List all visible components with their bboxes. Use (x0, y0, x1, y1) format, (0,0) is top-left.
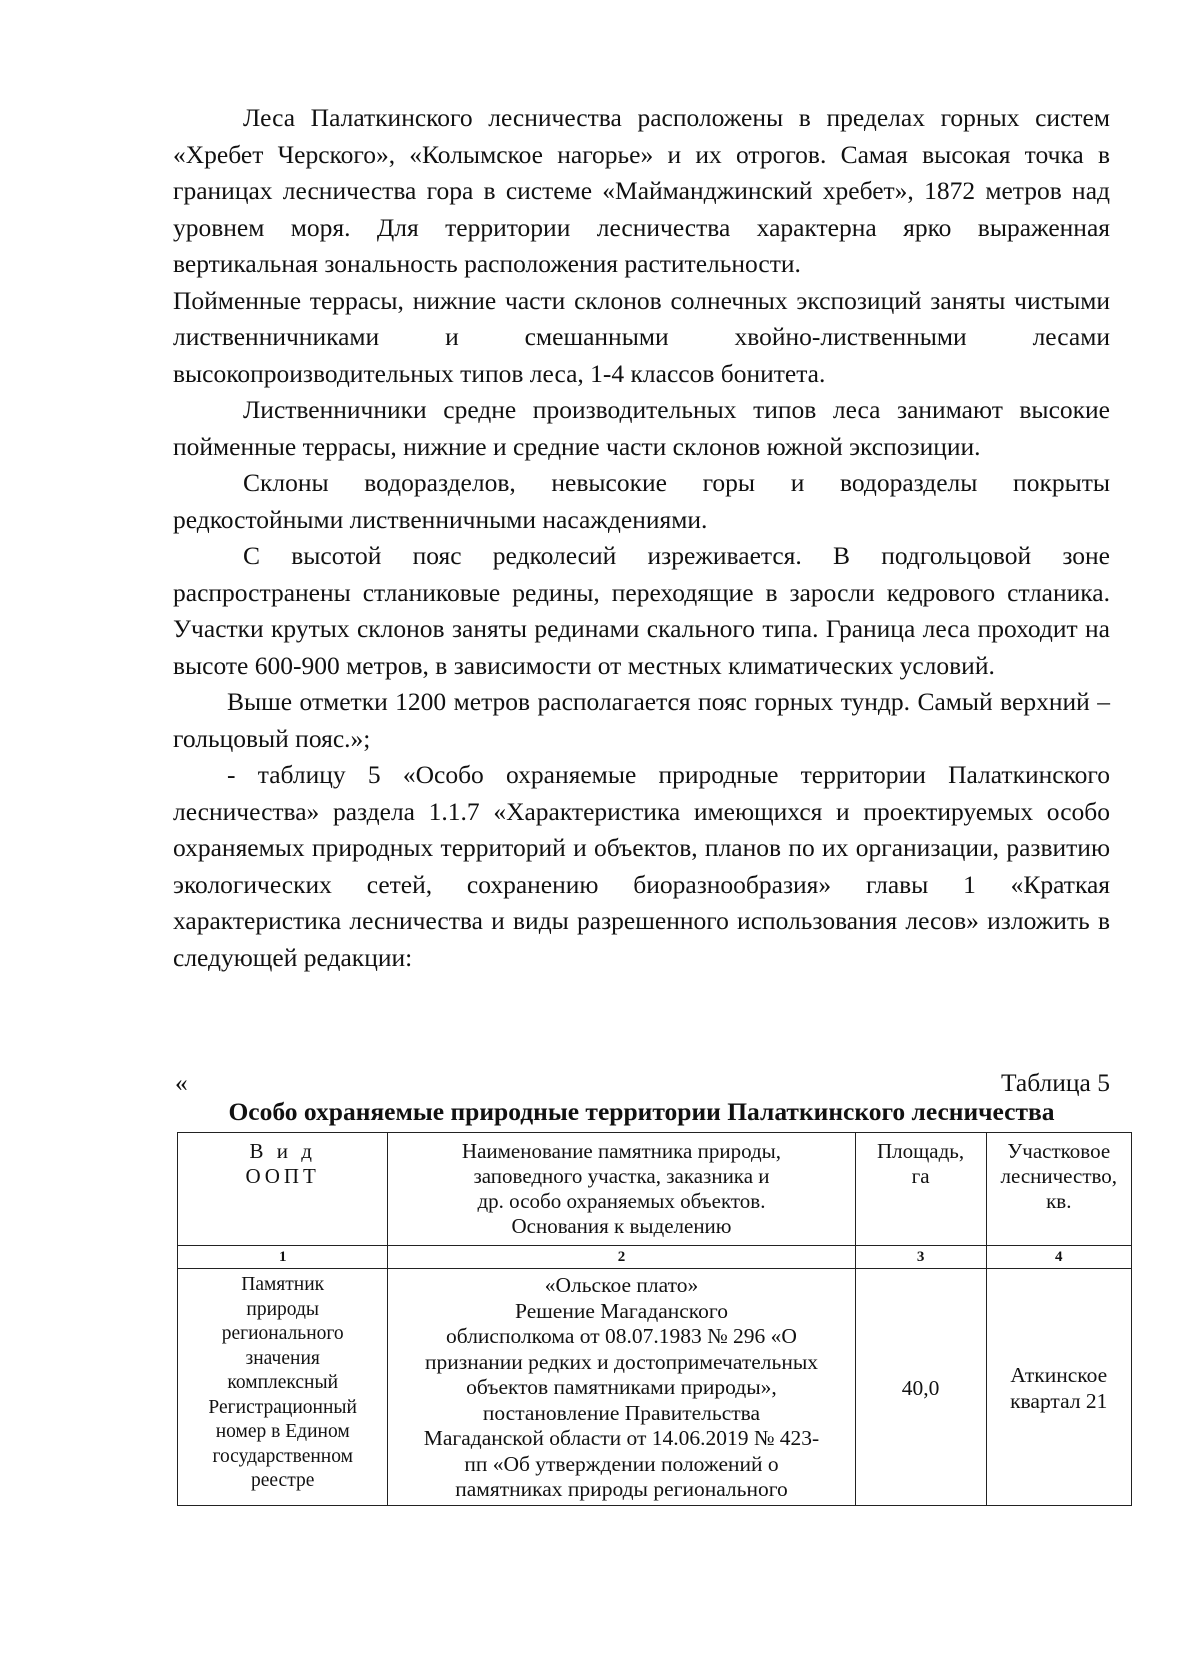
paragraph-7: - таблицу 5 «Особо охраняемые природные территории Палаткинского лесничества» раздела 1.1.7 «Характеристика имеющихся и проектируемых особо охраняемых природных территорий и объектов, планов по их организации, развитию экологических сетей, сохранению биоразнообразия» главы 1 «Краткая характеристика лесничества и виды разрешенного использования лесов» изложить в следующей редакции: (173, 760, 1110, 972)
paragraph-2: Пойменные террасы, нижние части склонов солнечных экспозиций заняты чистыми лиственничниками и смешанными хвойно-лиственными лесами высокопроизводительных типов леса, 1-4 классов бонитета. (173, 285, 1110, 388)
header-district: Участковое лесничество, кв. (986, 1133, 1131, 1246)
table-row (178, 1269, 1132, 1506)
column-number-1: 1 (178, 1246, 388, 1269)
column-number-2: 2 (388, 1246, 855, 1269)
ootp-table (177, 1132, 1132, 1506)
column-number-4: 4 (986, 1246, 1131, 1269)
paragraph-3: Лиственничники средне производительных типов леса занимают высокие пойменные террасы, нижние и средние части склонов южной экспозиции. (173, 395, 1110, 461)
paragraph-1: Леса Палаткинского лесничества расположены в пределах горных систем «Хребет Черского», «Колымское нагорье» и их отрогов. Самая высокая точка в границах лесничества гора в системе «Майманджинский хребет», 1872 метров над уровнем моря. Для территории лесничества характерна ярко выраженная вертикальная зональность расположения растительности. (173, 103, 1110, 278)
table-title: Особо охраняемые природные территории Палаткинского лесничества (228, 1097, 1055, 1126)
cell-type: Памятник природы регионального значения комплексный Регистрационный номер в Едином государственном реестре (178, 1269, 388, 1506)
paragraph-6: Выше отметки 1200 метров располагается пояс горных тундр. Самый верхний – гольцовый пояс.»; (173, 687, 1110, 753)
opening-quote: « (175, 1068, 188, 1097)
header-name: Наименование памятника природы, заповедного участка, заказника и др. особо охраняемых объектов. Основания к выделению (388, 1133, 855, 1246)
paragraph-4: Склоны водоразделов, невысокие горы и водоразделы покрыты редкостойными лиственничными насаждениями. (173, 468, 1110, 534)
header-area: Площадь, га (855, 1133, 986, 1246)
table-number: Таблица 5 (1000, 1068, 1110, 1097)
cell-name: «Ольское плато» Решение Магаданского облисполкома от 08.07.1983 № 296 «О признании редких и достопримечательных объектов памятниками природы», постановление Правительства Магаданской области от 14.06.2019 № 423- пп «Об утверждении положений о памятниках природы регионального (388, 1269, 855, 1506)
paragraph-5: С высотой пояс редколесий изреживается. В подгольцовой зоне распространены стланиковые редины, переходящие в заросли кедрового стланика. Участки крутых склонов заняты рединами скального типа. Граница леса проходит на высоте 600-900 метров, в зависимости от местных климатических условий. (173, 541, 1110, 680)
column-numbers-row (178, 1246, 1132, 1269)
column-number-3: 3 (855, 1246, 986, 1269)
cell-district: Аткинское квартал 21 (986, 1269, 1131, 1506)
table-header-row (178, 1133, 1132, 1246)
cell-area: 40,0 (855, 1269, 986, 1506)
body-text (173, 100, 1110, 976)
header-type: В и д ООПТ (178, 1133, 388, 1246)
